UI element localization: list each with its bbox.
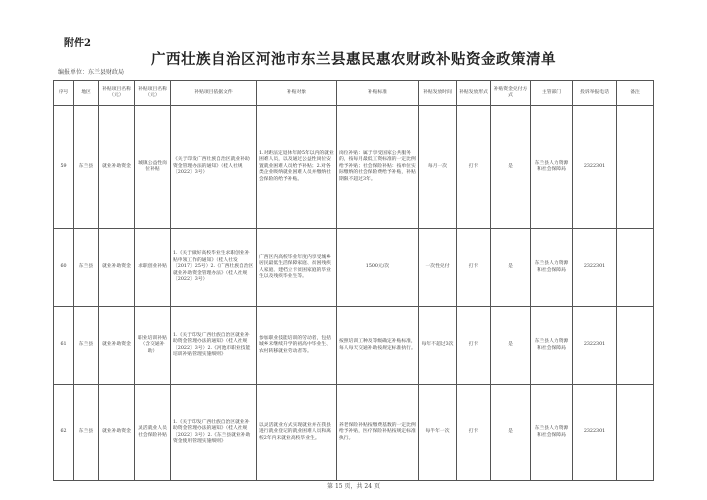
cell-basis: 1.《关于印发广西壮族自治区就业补助资金管理办法的通知》（桂人社规〔2022〕3号）2.《河池市职业技能培训补贴管理实施细则》 [171, 307, 257, 385]
cell-time: 每月一次 [419, 106, 457, 229]
annex-label: 附件2 [64, 38, 91, 49]
cell-region: 东兰县 [74, 385, 99, 481]
table-row [54, 229, 654, 307]
header-cell: 投诉举报电话 [573, 81, 617, 106]
cell-region: 东兰县 [74, 229, 99, 307]
cell-standard: 1500元/次 [337, 229, 419, 307]
cell-dept: 东兰县人力资源和社会保障局 [531, 385, 573, 481]
page-number: 第 15 页，共 24 页 [327, 483, 380, 490]
reporting-unit: 编报单位：东兰县财政局 [58, 69, 125, 76]
cell-subitem: 职业培训补贴（含交通补助） [135, 307, 171, 385]
table-row [54, 307, 654, 385]
header-cell: 地区 [74, 81, 99, 106]
cell-target: 参加职业技能培训的劳动者，包括城乡未继续升学的初高中毕业生、农村转移就业劳动者等。 [257, 307, 337, 385]
cell-item: 就业补助资金 [99, 307, 135, 385]
cell-basis: 1.《关于印发广西壮族自治区就业补助资金管理办法的通知》（桂人社规〔2022〕3号）2.《东兰县就业补助资金使用管理实施细则》 [171, 385, 257, 481]
cell-time: 每半年一次 [419, 385, 457, 481]
header-cell: 补贴项目依据文件 [171, 81, 257, 106]
cell-phone: 2322301 [573, 385, 617, 481]
cell-standard: 养老保险补贴按缴费基数的一定比例给予补贴，医疗保险补贴按规定标准执行。 [337, 385, 419, 481]
header-cell: 补贴项目名称（元） [99, 81, 135, 106]
header-cell: 补贴发放时间 [419, 81, 457, 106]
cell-time: 每年不超过3次 [419, 307, 457, 385]
cell-no: 59 [54, 106, 74, 229]
cell-no: 61 [54, 307, 74, 385]
cell-pay: 是 [491, 229, 531, 307]
cell-pay: 是 [491, 307, 531, 385]
cell-form: 打卡 [457, 307, 491, 385]
header-cell: 补贴标准 [337, 81, 419, 106]
cell-phone: 2322301 [573, 106, 617, 229]
header-cell: 备注 [617, 81, 654, 106]
cell-basis: 《关于印发广西壮族自治区就业补助资金管理办法的通知》（桂人社规〔2022〕3号） [171, 106, 257, 229]
cell-note [617, 229, 654, 307]
cell-time: 一次性兑付 [419, 229, 457, 307]
document-title: 广西壮族自治区河池市东兰县惠民惠农财政补贴资金政策清单 [151, 51, 556, 68]
cell-pay: 是 [491, 106, 531, 229]
cell-form: 打卡 [457, 229, 491, 307]
cell-item: 就业补助资金 [99, 385, 135, 481]
cell-form: 打卡 [457, 106, 491, 229]
cell-target: 1.对距法定退休年龄5年以内的就业困难人员，以及通过公益性岗位安置就业困难人员给予补贴；2.对各类企业吸纳就业困难人员并缴纳社会保险的给予补贴。 [257, 106, 337, 229]
cell-dept: 东兰县人力资源和社会保障局 [531, 307, 573, 385]
cell-no: 60 [54, 229, 74, 307]
cell-standard: 岗位补贴：属于享受国家公共服务的，按每月最低工资标准的一定比例给予补贴；社会保险补贴：按单位实际缴纳的社会保险费给予补贴，补贴期限不超过3年。 [337, 106, 419, 229]
cell-region: 东兰县 [74, 307, 99, 385]
cell-target: 广西区内高校毕业年度内享受城乡居民最低生活保障家庭、贫困残疾人家庭、建档立卡贫困家庭的毕业生以及残疾毕业生等。 [257, 229, 337, 307]
cell-item: 就业补助资金 [99, 229, 135, 307]
cell-dept: 东兰县人力资源和社会保障局 [531, 229, 573, 307]
cell-subitem: 城镇公益性岗位补贴 [135, 106, 171, 229]
cell-note [617, 307, 654, 385]
cell-phone: 2322301 [573, 229, 617, 307]
cell-pay: 是 [491, 385, 531, 481]
cell-target: 以灵活就业方式实现就业并在我县进行就业登记的就业困难人员和离校2年内未就业高校毕业生。 [257, 385, 337, 481]
cell-item: 就业补助资金 [99, 106, 135, 229]
cell-subitem: 灵活就业人员社会保险补贴 [135, 385, 171, 481]
table-row [54, 385, 654, 481]
cell-subitem: 求职创业补贴 [135, 229, 171, 307]
table-row [54, 106, 654, 229]
header-cell: 序号 [54, 81, 74, 106]
cell-note [617, 385, 654, 481]
cell-basis: 1.《关于做好高校毕业生求职创业补贴申领工作的通知》（桂人社发〔2017〕25号）2.《广西壮族自治区就业补助资金管理办法》（桂人社规〔2022〕3号） [171, 229, 257, 307]
header-cell: 补贴资金兑付方式 [491, 81, 531, 106]
header-row [54, 81, 654, 106]
header-cell: 主管部门 [531, 81, 573, 106]
policy-table [53, 80, 654, 481]
header-cell: 补贴发放形式 [457, 81, 491, 106]
cell-phone: 2322301 [573, 307, 617, 385]
cell-no: 62 [54, 385, 74, 481]
cell-dept: 东兰县人力资源和社会保障局 [531, 106, 573, 229]
cell-note [617, 106, 654, 229]
header-cell: 补贴项目名称（元） [135, 81, 171, 106]
cell-form: 打卡 [457, 385, 491, 481]
cell-standard: 按照培训工种及等级确定补贴标准，每人每天交通补助按规定标准执行。 [337, 307, 419, 385]
cell-region: 东兰县 [74, 106, 99, 229]
header-cell: 补贴对象 [257, 81, 337, 106]
